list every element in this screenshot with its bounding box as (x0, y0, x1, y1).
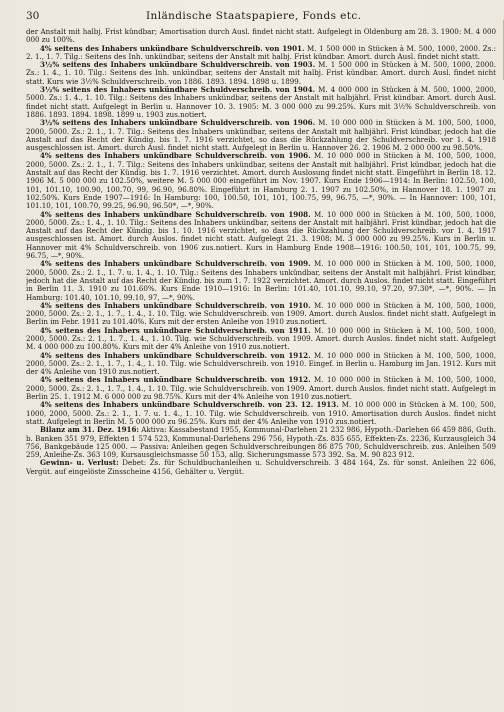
paragraph-heading: 4% seitens des Inhabers unkündbare Schuldverschreib. von 1908. (40, 209, 311, 219)
paragraph-heading: 3½% seitens des Inhabers unkündbare Schuldverschreib. von 1904. (40, 85, 316, 95)
body-text (26, 28, 496, 706)
paragraph-heading: 4% seitens des Inhabers unkündbare Schuldverschreib. von 1912. (40, 375, 311, 385)
paragraph-heading: 3½% seitens des Inhabers unkündbare Schuldverschreib. von 1906. (40, 118, 316, 128)
paragraph: 4% seitens des Inhabers unkündbare Schuldverschreib. von 1911. M. 10 000 000 in Stücken à M. 100, 500, 1000, 2000, 5000. Zs.: 2. 1., 1. 7., 1. 4., 1. 10. Tilg. wie Schuldverschreib. von 1909. Amort. durch Auslos. findet nicht statt. Aufgelegt M. 4 000 000 zu 100.80%. Kurs mit der 4% Anleihe von 1910 zus.notiert. (26, 325, 496, 352)
paragraph: 4% seitens des Inhabers unkündbare Schuldverschreib. von 1909. M. 10 000 000 in Stücken à M. 100, 500, 1000, 2000, 5000. Zs.: 2. 1., 1. 7. u. 1. 4., 1. 10. Tilg.: Seitens des Inhabers unkündbar, seitens der Anstalt mit halbjährl. Frist kündbar, jedoch hat die Anstalt auf das Recht der Kündig. bis zum 1. 7. 1922 verzichtet. Amort. durch Auslos. findet nicht statt. Eingeführt in Berlin 11. 3. 1910 zu 101.60%. Kurs Ende 1910—1916: In Berlin: 101.40, 101.10, 99.10, 97.20, 97.30*, —*, 90%. — In Hamburg: 101.40, 101.10, 99.10, 97, —*, 90%. (26, 259, 496, 302)
paragraph-heading: 4% seitens des Inhabers unkündbare Schuldverschreib. von 1911. (40, 325, 311, 335)
paragraph: Bilanz am 31. Dez. 1916: Aktiva: Kassabestand 1955, Kommunal-Darlehen 21 232 986, Hypoth.-Darlehen 66 459 886, Guth. b. Banken 351 979, Effekten 1 574 523, Kommunal-Darlehens 296 756, Hypoth.-Zs. 835 655, Effekten-Zs. 2236, Kurzausgleich 34 756, Bankgebäude 125 000. — Passiva: Anleihen gegen Schuldverschreibungen 86 875 700, Schuldverschreib. zus. Anleihen 509 259, Anleihe-Zs. 363 109, Kursausgleichsmasse 50 153, allg. Sicherungsmasse 573 392. Sa. M. 90 823 912. (26, 425, 496, 460)
paragraph-heading: 3½% seitens des Inhabers unkündbare Schuldverschreib. von 1903. (40, 60, 316, 70)
page-header (26, 10, 484, 24)
paragraph: 4% seitens des Inhabers unkündbare Schuldverschreib. von 1910. M. 10 000 000 in Stücken à M. 100, 500, 1000, 2000, 5000. Zs.: 2. 1., 1. 7., 1. 4., 1. 10. Tilg. wie Schuldverschreib. von 1909. Amort. durch Auslos. findet nicht statt. Aufgelegt in Berlin im Febr. 1911 zu 101.40%. Kurs mit der ersten Anleihe von 1910 zus.notiert. (26, 300, 496, 327)
paragraph-heading: 4% seitens des Inhabers unkündbare Schuldverschreib. von 1901. (40, 43, 305, 53)
page-edge (495, 20, 504, 80)
paragraph: 4% seitens des Inhabers unkündbare Schuldverschreib. von 1912. M. 10 000 000 in Stücken à M. 100, 500, 1000, 2000, 5000. Zs.: 2. 1., 1. 7., 1. 4., 1. 10. Tilg. wie Schuldverschreib. von 1909. Amort. durch Auslos. findet nicht statt. Aufgelegt in Berlin 25. 1. 1912 M. 6 000 000 zu 98.75%. Kurs mit der 4% Anleihe von 1910 zus.notiert. (26, 375, 496, 402)
paragraph: der Anstalt mit halbj. Frist kündbar; Amortisation durch Ausl. findet nicht statt. Aufgelegt in Oldenburg am 28. 3. 1900: M. 4 000 000 zu 100%. (26, 28, 496, 45)
paragraph-heading: 4% seitens des Inhabers unkündbare Schuldverschreib. von 1910. (40, 300, 311, 310)
paragraph-heading: Bilanz am 31. Dez. 1916: (40, 425, 140, 435)
paragraph: 3½% seitens des Inhabers unkündbare Schuldverschreib. von 1903. M. 1 500 000 in Stücken à M. 500, 1000, 2000. Zs.: 1. 4., 1. 10. Tilg.: Seitens des Inh. unkündbar, seitens der Anstalt mit halbj. Frist kündbar. Amort. durch Ausl. findet nicht statt. Kurs wie 3½% Schuldverschreib. von 1886. 1893. 1894. 1898 u. 1899. (26, 60, 496, 86)
paragraph: Gewinn- u. Verlust: Debet: Zs. für Schuldbuchanleihen u. Schuldverschreib. 3 484 164, Zs. für sonst. Anleihen 22 606, Vergüt. auf eingelöste Zinsscheine 4156, Gehälter u. Vergüt. (26, 458, 496, 476)
paragraph: 4% seitens des Inhabers unkündbare Schuldverschreib. von 1901. M. 1 500 000 in Stücken à M. 500, 1000, 2000. Zs.: 2. 1., 1. 7. Tilg.: Seitens des Inh. unkündbar, seitens der Anstalt mit halbj. Frist kündbar. Amort. durch Ausl. findet nicht statt. (26, 43, 496, 61)
paragraph-heading: 4% seitens des Inhabers unkündbare Schuldverschreib. von 1909. (40, 259, 311, 269)
paragraph: 4% seitens des Inhabers unkündbare Schuldverschreib. von 23. 12. 1913. M. 10 000 000 in Stücken à M. 100, 500, 1000, 2000, 5000. Zs.: 2. 1., 1. 7. u. 1. 4., 1. 10. Tilg. wie Schuldverschreib. von 1910. Amortisation durch Auslos. findet nicht statt. Aufgelegt in Berlin M. 5 000 000 zu 96.25%. Kurs mit der 4% Anleihe von 1910 zus.notiert. (26, 400, 496, 426)
paragraph: 4% seitens des Inhabers unkündbare Schuldverschreib. von 1912. M. 10 000 000 in Stücken à M. 100, 500, 1000, 2000, 5000. Zs.: 2. 1., 1. 7., 1. 4., 1. 10. Tilg. wie Schuldverschreib. von 1910. Eingef. in Berlin u. Hamburg im Jan. 1912. Kurs mit der 4% Anleihe von 1910 zus.notiert. (26, 350, 496, 377)
page-number: 30 (26, 10, 40, 22)
paragraph: 4% seitens des Inhabers unkündbare Schuldverschreib. von 1906. M. 10 000 000 in Stücken à M. 100, 500, 1000, 2000, 5000. Zs.: 2. 1., 1. 7. Tilg.: Seitens des Inhabers unkündbar, seitens der Anstalt mit halbjährl. Frist kündbar, jedoch hat die Anstalt auf das Recht der Kündig. bis 1. 7. 1916 verzichtet. Amort. durch Auslosung findet nicht statt. Eingeführt in Berlin 18. 12. 1906 M. 5 000 000 zu 102.50%, weitere M. 5 000 000 eingeführt im Nov. 1907. Kurs Ende 1906—1914: In Berlin: 102.50, 100, 101, 101.10, 100.90, 100.70, 99, 96.90, 96.80%. Eingeführt in Hamburg 2. 1. 1907 zu 102.50%, in Hannover 18. 1. 1907 zu 102.50%. Kurs Ende 1907—1916: In Hamburg: 100, 100.50, 101, 101, 100.75, 99, 96.75, —*, 90%. — In Hannover: 100, 101, 101.10, 101, 100.70, 99.25, 96.90, 96.50*, —*, 90%. (26, 151, 496, 211)
paragraph: 3½% seitens des Inhabers unkündbare Schuldverschreib. von 1906. M. 10 000 000 in Stücken à M. 100, 500, 1000, 2000, 5000. Zs.: 2. 1., 1. 7. Tilg.: Seitens des Inhabers unkündbar, seitens der Anstalt mit halbjährl. Frist kündbar, jedoch hat die Anstalt auf das Recht der Kündig. bis 1. 7. 1916 verzichtet, so dass die Rückzahlung der Schuldverschreib. vor 1. 4. 1918 ausgeschlossen ist. Amort. durch Ausl. findet nicht statt. Aufgelegt in Berlin u. Hannover 26. 2. 1906 M. 2 000 000 zu 98.50%. (26, 118, 496, 153)
paragraph-heading: 4% seitens des Inhabers unkündbare Schuldverschreib. von 1912. (40, 350, 311, 360)
paragraph-heading: 4% seitens des Inhabers unkündbare Schuldverschreib. von 1906. (40, 151, 311, 161)
paragraph-heading: 4% seitens des Inhabers unkündbare Schuldverschreib. von 23. 12. 1913. (40, 400, 339, 410)
paragraph: 3½% seitens des Inhabers unkündbare Schuldverschreib. von 1904. M. 4 000 000 in Stücken à M. 500, 1000, 2000, 5000. Zs.: 1. 4., 1. 10. Tilg.: Seitens des Inhabers unkündbar, seitens der Anstalt mit halbjährl. Frist kündbar. Amort. durch Ausl. findet nicht statt. Aufgelegt in Berlin u. Hannover 10. 3. 1905: M. 3 000 000 zu 99.25%. Kurs mit 3½% Schuldverschreib. von 1886. 1893. 1894. 1898. 1899 u. 1903 zus.notiert. (26, 85, 496, 119)
paragraph-heading: Gewinn- u. Verlust: (40, 458, 119, 468)
running-title: Inländische Staatspapiere, Fonds etc. (146, 10, 362, 22)
paragraph: 4% seitens des Inhabers unkündbare Schuldverschreib. von 1908. M. 10 000 000 in Stücken à M. 100, 500, 1000, 2000, 5000. Zs.: 1. 4., 1. 10. Tilg.: Seitens des Inhabers unkündbar, seitens der Anstalt mit halbjährl. Frist kündbar, jedoch hat die Anstalt auf das Recht der Kündig. bis 1. 10. 1916 verzichtet, so dass die Rückzahlung der Schuldverschreib. vor 1. 4. 1917 ausgeschlossen ist. Amort. durch Auslos. findet nicht statt. Aufgelegt 21. 3. 1908: M. 3 000 000 zu 99.25%. Kurs in Berlin u. Hannover mit 4% Schuldverschreib. von 1906 zus.notiert. Kurs in Hamburg Ende 1908—1916: 100.50, 101, 101, 100.75, 99, 96.75, —*, 90%. (26, 209, 496, 261)
